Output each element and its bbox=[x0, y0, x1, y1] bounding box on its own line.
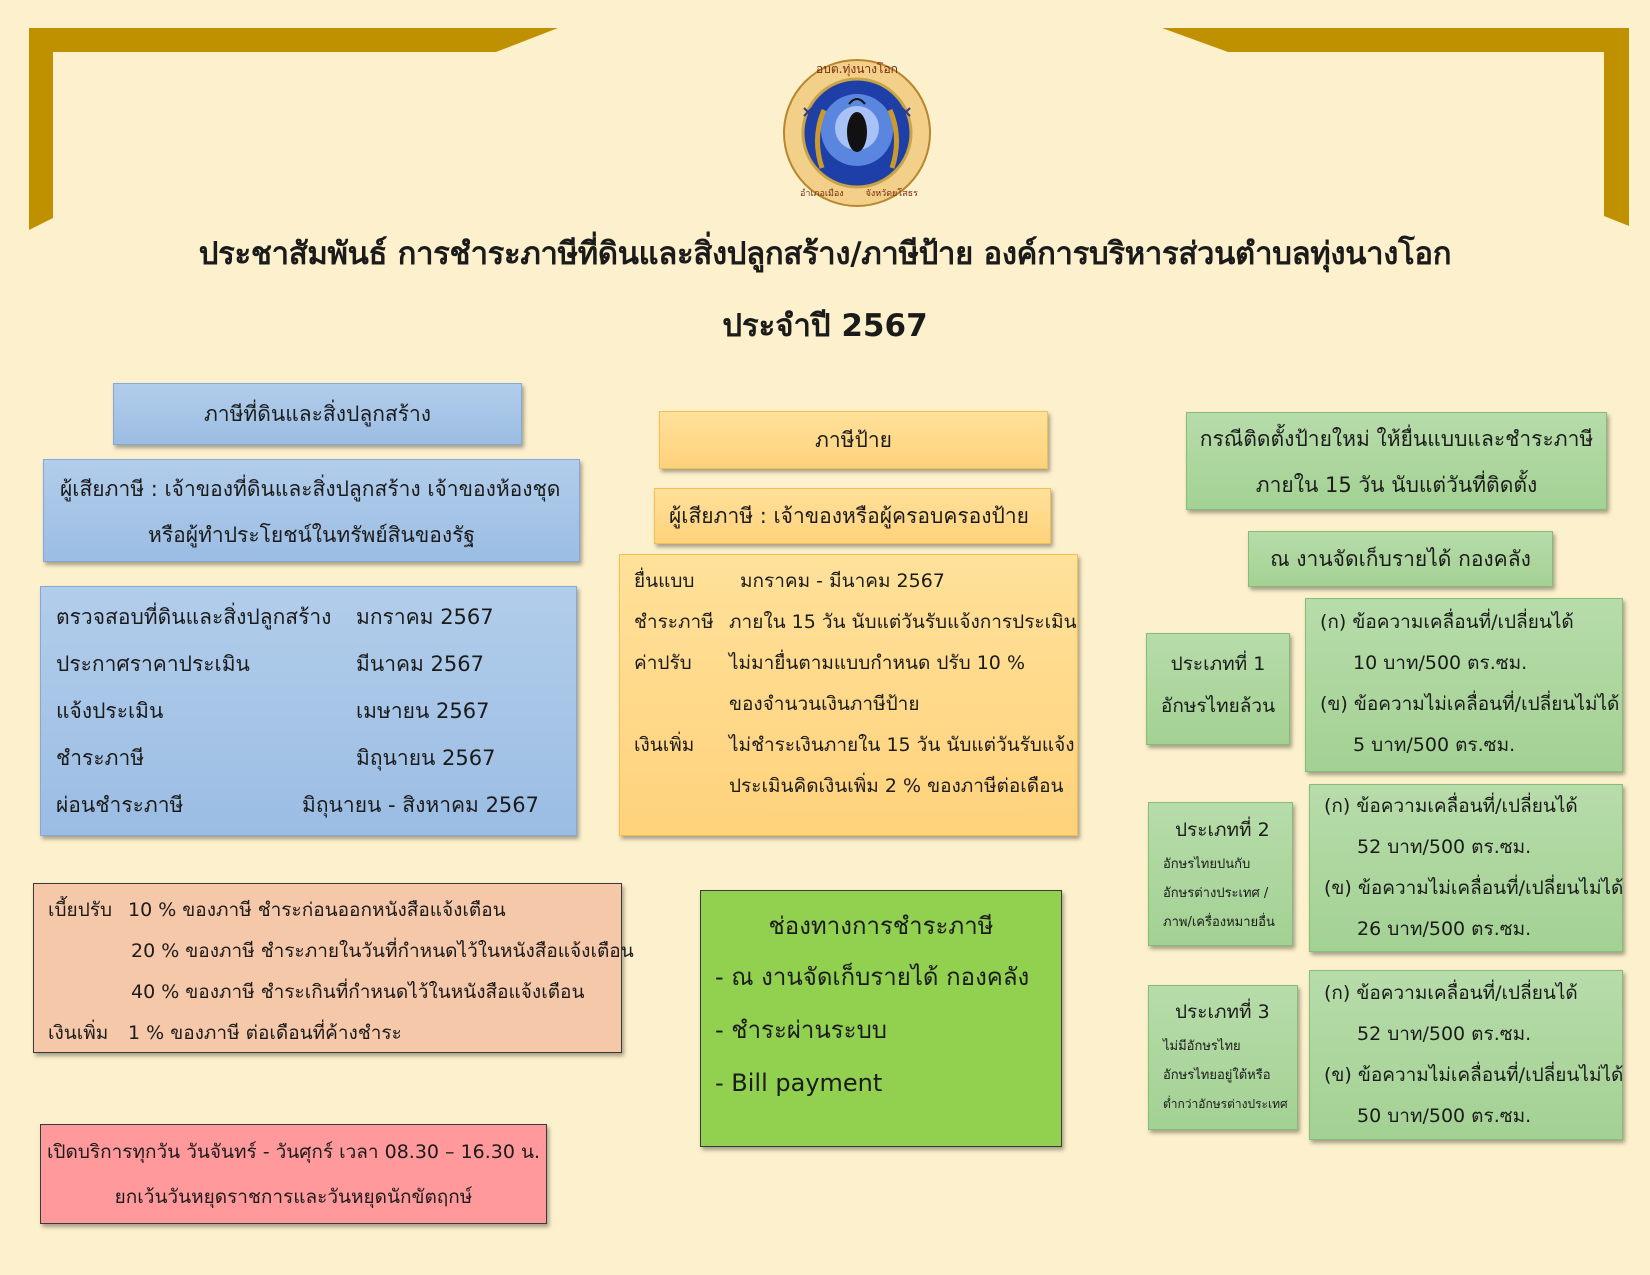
left-corner-bracket bbox=[29, 28, 558, 230]
sign-type-1-rates bbox=[1305, 598, 1623, 772]
rate-line: (ก) ข้อความเคลื่อนที่/เปลี่ยนได้ bbox=[1324, 982, 1578, 1004]
sign-type-desc: ภาพ/เครื่องหมายอื่น bbox=[1163, 915, 1275, 930]
payment-channel-item: - ชำระผ่านระบบ bbox=[715, 1016, 888, 1044]
schedule-value: มิถุนายน 2567 bbox=[356, 746, 496, 770]
sign-type-title: ประเภทที่ 2 bbox=[1175, 819, 1270, 841]
logo-top-text: อบต.ทุ่งนางโอก bbox=[816, 62, 898, 76]
detail-value: ของจำนวนเงินภาษีป้าย bbox=[729, 693, 920, 715]
schedule-row bbox=[56, 691, 576, 732]
sign-type-desc: อักษรไทยล้วน bbox=[1160, 695, 1276, 717]
land-tax-heading bbox=[113, 383, 522, 445]
new-sign-notice-box bbox=[1186, 412, 1607, 510]
fine-label: เบี้ยปรับ bbox=[48, 899, 113, 921]
detail-value: ภายใน 15 วัน นับแต่วันรับแจ้งการประเมิน bbox=[729, 611, 1077, 633]
fine-line: 20 % ของภาษี ชำระภายในวันที่กำหนดไว้ในหนังสือแจ้งเตือน bbox=[131, 940, 634, 962]
service-hours-line1: เปิดบริการทุกวัน วันจันทร์ - วันศุกร์ เวลา 08.30 – 16.30 น. bbox=[46, 1141, 541, 1163]
sign-type-1-box bbox=[1146, 633, 1290, 745]
rate-line: 52 บาท/500 ตร.ซม. bbox=[1357, 1023, 1532, 1045]
rate-line: (ข) ข้อความไม่เคลื่อนที่/เปลี่ยนไม่ได้ bbox=[1324, 877, 1624, 899]
detail-value: ประเมินคิดเงินเพิ่ม 2 % ของภาษีต่อเดือน bbox=[729, 775, 1064, 797]
schedule-label: ผ่อนชำระภาษี bbox=[56, 793, 184, 817]
sign-type-title: ประเภทที่ 1 bbox=[1170, 653, 1266, 675]
detail-label: ค่าปรับ bbox=[634, 652, 692, 674]
surcharge-line: 1 % ของภาษี ต่อเดือนที่ค้างชำระ bbox=[128, 1022, 402, 1044]
sign-tax-payer-text: ผู้เสียภาษี : เจ้าของหรือผู้ครอบครองป้าย bbox=[669, 504, 1029, 528]
detail-row bbox=[634, 684, 1077, 725]
schedule-label: ชำระภาษี bbox=[56, 746, 145, 770]
new-sign-line1: กรณีติดตั้งป้ายใหม่ ให้ยื่นแบบและชำระภาษี bbox=[1199, 427, 1594, 451]
sign-type-desc: อักษรต่างประเทศ / bbox=[1163, 886, 1269, 901]
page-subtitle: ประจำปี 2567 bbox=[722, 308, 928, 344]
schedule-value: มิถุนายน - สิงหาคม 2567 bbox=[302, 793, 540, 817]
detail-value: มกราคม - มีนาคม 2567 bbox=[740, 570, 945, 592]
sign-tax-heading bbox=[659, 411, 1048, 469]
sign-type-2-rates bbox=[1309, 784, 1623, 952]
sign-type-desc: ต่ำกว่าอักษรต่างประเทศ bbox=[1163, 1097, 1288, 1111]
detail-label: ยื่นแบบ bbox=[634, 570, 695, 592]
revenue-office-box bbox=[1248, 531, 1553, 587]
sign-type-desc: ไม่มีอักษรไทย bbox=[1163, 1039, 1241, 1054]
sign-type-title: ประเภทที่ 3 bbox=[1175, 1001, 1270, 1023]
payment-channel-item: - ณ งานจัดเก็บรายได้ กองคลัง bbox=[715, 963, 1030, 991]
schedule-label: ประกาศราคาประเมิน bbox=[56, 652, 250, 676]
logo-bottom-right-text: จังหวัดยโสธร bbox=[865, 189, 918, 199]
logo-bottom-left-text: อำเภอเมือง bbox=[800, 189, 844, 199]
detail-row bbox=[634, 602, 1077, 643]
rate-line: (ก) ข้อความเคลื่อนที่/เปลี่ยนได้ bbox=[1324, 795, 1578, 817]
sign-type-3-rates bbox=[1309, 970, 1623, 1140]
sign-tax-details-box bbox=[619, 554, 1078, 836]
land-tax-payer-box bbox=[43, 459, 580, 562]
sign-type-desc: อักษรไทยปนกับ bbox=[1163, 857, 1251, 872]
rate-line: 10 บาท/500 ตร.ซม. bbox=[1353, 652, 1528, 674]
surcharge-label: เงินเพิ่ม bbox=[48, 1022, 109, 1044]
revenue-office-text: ณ งานจัดเก็บรายได้ กองคลัง bbox=[1270, 547, 1531, 571]
detail-label: เงินเพิ่ม bbox=[634, 734, 695, 756]
land-tax-payer-line1: ผู้เสียภาษี : เจ้าของที่ดินและสิ่งปลูกสร้าง เจ้าของห้องชุด bbox=[60, 477, 561, 501]
payment-channels-box bbox=[700, 890, 1062, 1147]
sign-type-3-box bbox=[1148, 985, 1298, 1130]
page-title: ประชาสัมพันธ์ การชำระภาษีที่ดินและสิ่งปลูกสร้าง/ภาษีป้าย องค์การบริหารส่วนตำบลทุ่งนางโอก bbox=[198, 236, 1452, 272]
rate-line: 26 บาท/500 ตร.ซม. bbox=[1357, 918, 1532, 940]
schedule-value: มกราคม 2567 bbox=[356, 605, 494, 629]
schedule-value: เมษายน 2567 bbox=[356, 699, 490, 723]
rate-line: 52 บาท/500 ตร.ซม. bbox=[1357, 836, 1532, 858]
logo-seal bbox=[782, 58, 932, 208]
rate-line: 50 บาท/500 ตร.ซม. bbox=[1357, 1105, 1532, 1127]
penalties-box bbox=[33, 883, 634, 1053]
payment-channel-item: - Bill payment bbox=[715, 1069, 883, 1097]
sign-type-2-box bbox=[1148, 802, 1293, 946]
service-hours-box bbox=[40, 1124, 547, 1224]
rate-line: (ข) ข้อความไม่เคลื่อนที่/เปลี่ยนไม่ได้ bbox=[1320, 693, 1620, 715]
land-tax-schedule-box bbox=[40, 586, 577, 836]
land-tax-heading-text: ภาษีที่ดินและสิ่งปลูกสร้าง bbox=[203, 402, 432, 426]
detail-row bbox=[634, 725, 1077, 766]
schedule-row bbox=[56, 785, 576, 826]
schedule-row bbox=[56, 738, 576, 779]
detail-row bbox=[634, 643, 1077, 684]
schedule-row bbox=[56, 597, 576, 638]
sign-type-desc: อักษรไทยอยู่ใต้หรือ bbox=[1163, 1068, 1271, 1083]
detail-label bbox=[634, 684, 729, 725]
land-tax-payer-line2: หรือผู้ทำประโยชน์ในทรัพย์สินของรัฐ bbox=[148, 523, 475, 547]
sign-tax-heading-text: ภาษีป้าย bbox=[815, 428, 892, 452]
fine-line: 40 % ของภาษี ชำระเกินที่กำหนดไว้ในหนังสือแจ้งเตือน bbox=[131, 981, 585, 1003]
rate-line: (ข) ข้อความไม่เคลื่อนที่/เปลี่ยนไม่ได้ bbox=[1324, 1064, 1624, 1086]
schedule-value: มีนาคม 2567 bbox=[356, 652, 484, 676]
detail-row bbox=[634, 561, 1077, 602]
schedule-label: ตรวจสอบที่ดินและสิ่งปลูกสร้าง bbox=[56, 605, 332, 629]
detail-value: ไม่ชำระเงินภายใน 15 วัน นับแต่วันรับแจ้ง bbox=[729, 734, 1075, 756]
surcharge-row bbox=[48, 1013, 621, 1054]
detail-row bbox=[634, 766, 1077, 807]
service-hours-line2: ยกเว้นวันหยุดราชการและวันหยุดนักขัตฤกษ์ bbox=[114, 1186, 473, 1208]
payment-channels-heading: ช่องทางการชำระภาษี bbox=[768, 912, 994, 940]
schedule-label: แจ้งประเมิน bbox=[56, 699, 164, 723]
detail-label bbox=[634, 766, 729, 807]
fine-line: 10 % ของภาษี ชำระก่อนออกหนังสือแจ้งเตือน bbox=[128, 899, 506, 921]
new-sign-line2: ภายใน 15 วัน นับแต่วันที่ติดตั้ง bbox=[1255, 473, 1538, 497]
sign-tax-payer-box bbox=[654, 488, 1051, 544]
right-corner-bracket bbox=[1162, 28, 1629, 226]
rate-line: (ก) ข้อความเคลื่อนที่/เปลี่ยนได้ bbox=[1320, 611, 1574, 633]
rate-line: 5 บาท/500 ตร.ซม. bbox=[1353, 734, 1516, 756]
schedule-row bbox=[56, 644, 576, 685]
fine-row bbox=[48, 890, 621, 931]
detail-value: ไม่มายื่นตามแบบกำหนด ปรับ 10 % bbox=[729, 652, 1025, 674]
detail-label: ชำระภาษี bbox=[634, 611, 714, 633]
